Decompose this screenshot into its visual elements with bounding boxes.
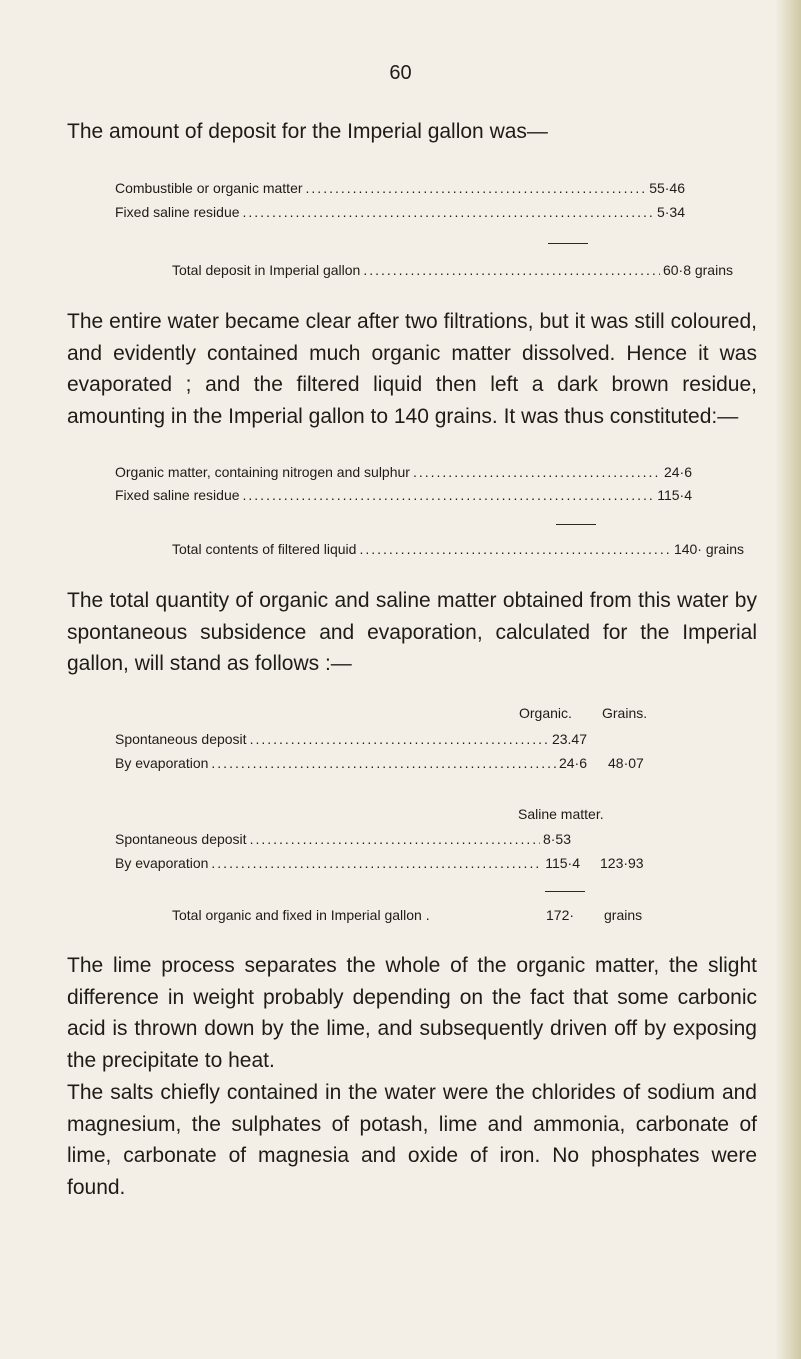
lime-process-paragraph: The lime process separates the whole of the organic matter, the slight difference in weight probably depending on the fact that some carbonic acid is thrown down by the lime, and subsequently driven off by exposing the precipitate to heat.	[67, 954, 757, 1072]
grand-total-value: 172·	[546, 907, 575, 923]
spontaneous-organic-value: 23.47	[551, 731, 587, 747]
filtered-total-row	[172, 541, 744, 557]
leader-dots	[243, 487, 655, 503]
combustible-label: Combustible or organic matter	[115, 180, 303, 196]
fixed-residue-row	[115, 204, 685, 220]
evaporation-organic-row	[115, 755, 587, 771]
organic-matter-row	[115, 464, 692, 480]
page-edge	[775, 0, 801, 1359]
spontaneous-saline-value: 8·53	[542, 831, 571, 847]
grand-total-label: Total organic and fixed in Imperial gallon .	[172, 907, 430, 923]
summary-paragraph: The total quantity of organic and saline matter obtained from this water by spontaneous subsidence and evaporation, calculated for the Imperial gallon, will stand as follows :—	[67, 589, 757, 675]
leader-dots	[211, 855, 542, 871]
leader-dots	[211, 755, 556, 771]
intro-paragraph: The amount of deposit for the Imperial gallon was—	[67, 120, 548, 143]
salts-paragraph: The salts chiefly contained in the water were the chlorides of sodium and magnesium, the sulphates of potash, lime and ammonia, carbonate of lime, carbonate of magnesia and oxide of iron. No phosphates were found.	[67, 1081, 757, 1199]
saline-residue-label: Fixed saline residue	[115, 487, 240, 503]
organic-matter-label: Organic matter, containing nitrogen and sulphur	[115, 464, 410, 480]
evaporation-saline-row	[115, 855, 580, 871]
sum-rule	[548, 243, 588, 244]
leader-dots	[306, 180, 647, 196]
deposit-total-label: Total deposit in Imperial gallon	[172, 262, 361, 278]
saline-column-header: Saline matter.	[518, 806, 604, 822]
leader-dots	[413, 464, 661, 480]
saline-residue-value: 115·4	[657, 487, 692, 503]
saline-residue-row	[115, 487, 692, 503]
saline-total-value: 123·93	[600, 855, 644, 871]
sum-rule	[556, 524, 596, 525]
spontaneous-saline-row	[115, 831, 571, 847]
filtered-total-label: Total contents of filtered liquid	[172, 541, 357, 557]
evaporation-label: By evaporation	[115, 855, 209, 871]
sum-rule	[545, 891, 585, 892]
evaporation-saline-value: 115·4	[545, 855, 580, 871]
fixed-residue-value: 5·34	[656, 204, 685, 220]
fixed-residue-label: Fixed saline residue	[115, 204, 240, 220]
organic-matter-value: 24·6	[663, 464, 692, 480]
leader-dots	[250, 731, 549, 747]
evaporation-organic-value: 24·6	[558, 755, 587, 771]
grand-total-unit: grains	[604, 907, 643, 923]
combustible-row	[115, 180, 685, 196]
filtration-paragraph: The entire water became clear after two filtrations, but it was still coloured, and evidently contained much organic matter dissolved. Hence it was evaporated ; and the filtered liquid then left a dark brown residue, amounting in the Imperial gallon to 140 grains. It was thus constituted:—	[67, 310, 757, 428]
leader-dots	[243, 204, 654, 220]
evaporation-label: By evaporation	[115, 755, 209, 771]
leader-dots	[359, 541, 671, 557]
filtered-total-value: 140· grains	[673, 541, 744, 557]
deposit-total-value: 60·8 grains	[662, 262, 733, 278]
spontaneous-deposit-label: Spontaneous deposit	[115, 831, 247, 847]
leader-dots	[363, 262, 660, 278]
spontaneous-deposit-label: Spontaneous deposit	[115, 731, 247, 747]
spontaneous-organic-row	[115, 731, 587, 747]
organic-total-value: 48·07	[608, 755, 644, 771]
grains-column-header: Grains.	[602, 705, 648, 721]
combustible-value: 55·46	[649, 180, 685, 196]
leader-dots	[250, 831, 540, 847]
organic-column-header: Organic.	[519, 705, 572, 721]
page-number: 60	[389, 62, 412, 84]
deposit-total-row	[172, 262, 733, 278]
